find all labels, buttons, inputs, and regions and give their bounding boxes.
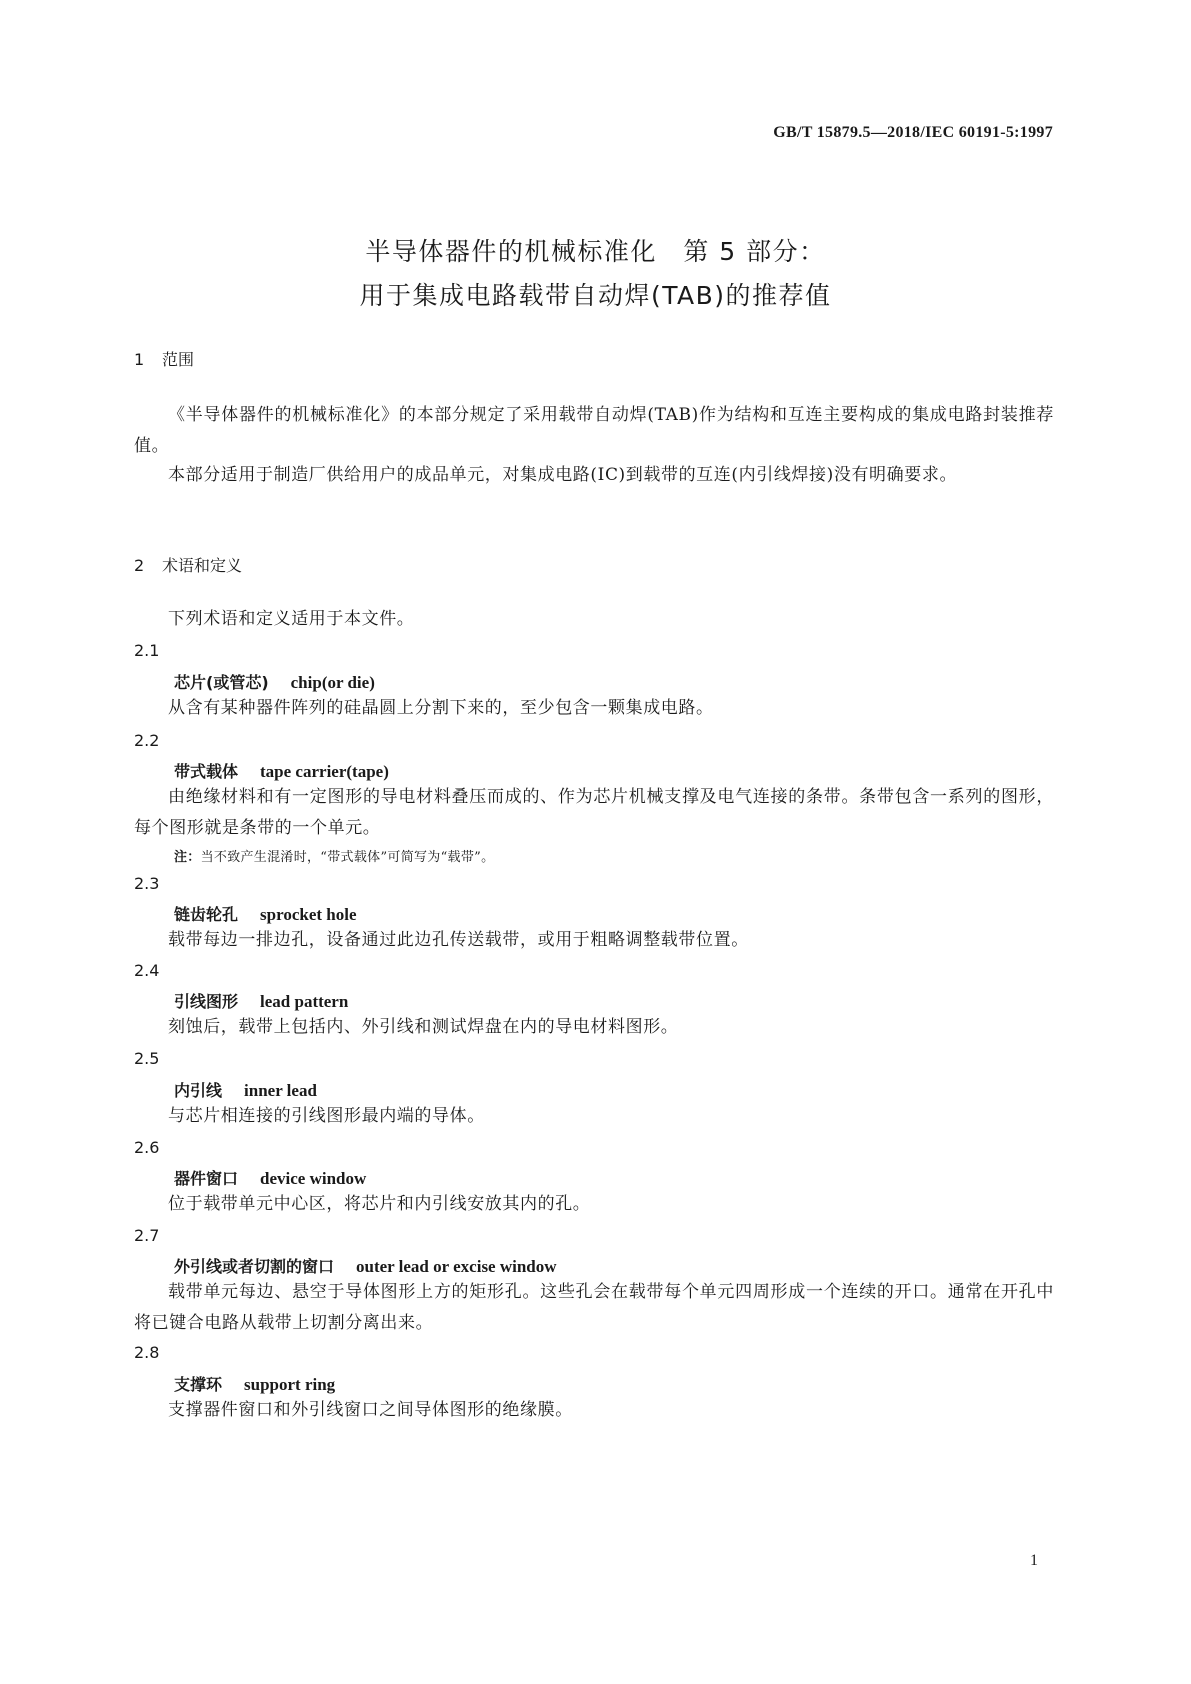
term-en: sprocket hole xyxy=(260,905,357,924)
term-definition: 载带每边一排边孔，设备通过此边孔传送载带，或用于粗略调整载带位置。 xyxy=(168,930,749,950)
term-title xyxy=(174,989,348,1012)
term-definition: 位于载带单元中心区，将芯片和内引线安放其内的孔。 xyxy=(168,1194,591,1214)
term-zh: 芯片(或管芯) xyxy=(174,673,269,692)
scope-paragraph-2: 本部分适用于制造厂供给用户的成品单元，对集成电路(IC)到载带的互连(内引线焊接)没有明确要求。 xyxy=(168,465,958,485)
term-zh: 链齿轮孔 xyxy=(174,905,239,924)
term-en: outer lead or excise window xyxy=(356,1257,557,1276)
term-definition: 与芯片相连接的引线图形最内端的导体。 xyxy=(168,1106,485,1126)
term-definition: 刻蚀后，载带上包括内、外引线和测试焊盘在内的导电材料图形。 xyxy=(168,1017,679,1037)
note-text: 当不致产生混淆时，“带式载体”可简写为“载带”。 xyxy=(200,850,495,865)
section-heading-terms xyxy=(134,553,242,576)
term-number: 2.1 xyxy=(134,641,160,660)
term-title xyxy=(174,1372,335,1395)
term-number: 2.2 xyxy=(134,731,160,750)
terms-intro: 下列术语和定义适用于本文件。 xyxy=(168,609,415,629)
term-number: 2.3 xyxy=(134,874,160,893)
term-title xyxy=(174,1166,366,1189)
document-title-line-2: 用于集成电路载带自动焊(TAB)的推荐值 xyxy=(359,281,832,310)
term-zh: 支撑环 xyxy=(174,1375,223,1394)
section-number: 2 xyxy=(134,556,145,575)
standard-number: GB/T 15879.5—2018/IEC 60191-5:1997 xyxy=(773,124,1053,141)
term-zh: 带式载体 xyxy=(174,762,239,781)
term-title xyxy=(174,670,375,693)
term-zh: 外引线或者切割的窗口 xyxy=(174,1257,335,1276)
term-number: 2.7 xyxy=(134,1226,160,1245)
term-title xyxy=(174,902,357,925)
term-en: lead pattern xyxy=(260,992,349,1011)
term-definition: 载带单元每边、悬空于导体图形上方的矩形孔。这些孔会在载带每个单元四周形成一个连续的开口。通常在开孔中将已键合电路从载带上切割分离出来。 xyxy=(134,1282,1054,1333)
term-definition: 支撑器件窗口和外引线窗口之间导体图形的绝缘膜。 xyxy=(168,1400,573,1420)
term-number: 2.8 xyxy=(134,1343,160,1362)
section-title: 术语和定义 xyxy=(162,556,243,575)
note-label: 注： xyxy=(174,850,201,865)
page-number: 1 xyxy=(1030,1552,1038,1569)
term-en: device window xyxy=(260,1169,367,1188)
term-en: support ring xyxy=(244,1375,336,1394)
term-title xyxy=(174,1078,317,1101)
term-definition: 由绝缘材料和有一定图形的导电材料叠压而成的、作为芯片机械支撑及电气连接的条带。条带包含一系列的图形，每个图形就是条带的一个单元。 xyxy=(134,787,1054,838)
term-definition: 从含有某种器件阵列的硅晶圆上分割下来的，至少包含一颗集成电路。 xyxy=(168,698,714,718)
term-en: inner lead xyxy=(244,1081,317,1100)
term-en: chip(or die) xyxy=(290,673,375,692)
term-note xyxy=(174,846,494,865)
section-title: 范围 xyxy=(162,350,195,369)
term-title xyxy=(174,759,389,782)
term-number: 2.6 xyxy=(134,1138,160,1157)
section-number: 1 xyxy=(134,350,145,369)
term-zh: 内引线 xyxy=(174,1081,223,1100)
term-title xyxy=(174,1254,557,1277)
term-number: 2.5 xyxy=(134,1049,160,1068)
term-number: 2.4 xyxy=(134,961,160,980)
section-heading-scope xyxy=(134,347,194,370)
scope-paragraph-1: 《半导体器件的机械标准化》的本部分规定了采用载带自动焊(TAB)作为结构和互连主要构成的集成电路封装推荐值。 xyxy=(134,405,1054,456)
term-en: tape carrier(tape) xyxy=(260,762,389,781)
term-zh: 引线图形 xyxy=(174,992,239,1011)
document-title-line-1: 半导体器件的机械标准化 第 5 部分： xyxy=(365,237,826,266)
term-zh: 器件窗口 xyxy=(174,1169,239,1188)
